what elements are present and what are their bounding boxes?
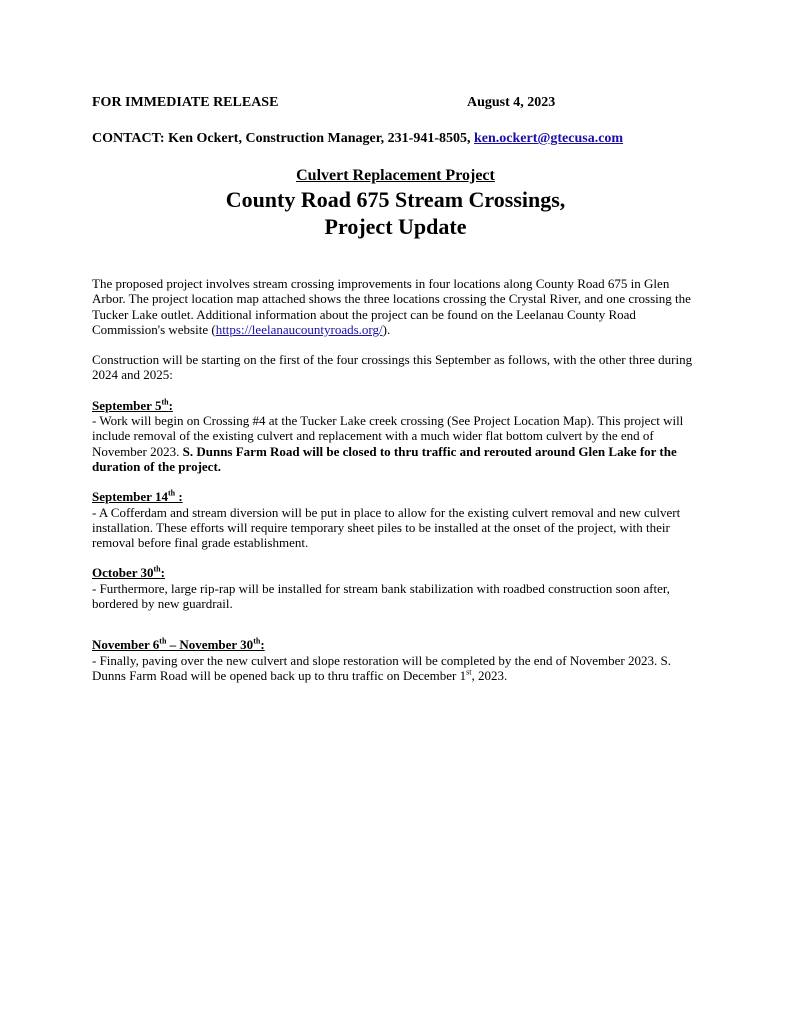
contact-email-link[interactable]: ken.ockert@gtecusa.com: [474, 131, 624, 146]
schedule-intro: Construction will be starting on the first of the four crossings this September as follows, with the other three during 2024 and 2025:: [92, 352, 693, 383]
section-text-sep5: - Work will begin on Crossing #4 at the Tucker Lake creek crossing (See Project Location Map). This project will include removal of the existing culvert and replacement with a much wider flat bottom culvert by the end of November 2023. S. Dunns Farm Road will be closed to thru traffic and rerouted around Glen Lake for the duration of the project.: [92, 413, 684, 474]
contact-line: [92, 130, 712, 148]
section-heading-nov: November 6th – November 30th:: [92, 637, 265, 653]
title-line-1: County Road 675 Stream Crossings,: [225, 187, 566, 212]
contact-label: CONTACT:: [92, 131, 165, 146]
project-subtitle: Culvert Replacement Project: [296, 167, 495, 184]
title-block: [0, 166, 791, 240]
section-heading-oct30: October 30th:: [92, 565, 165, 581]
section-text-nov: - Finally, paving over the new culvert and slope restoration will be completed by the end of November 2023. S. Dunns Farm Road will be opened back up to thru traffic on December 1st, 2023.: [92, 652, 671, 683]
intro-text-end: ).: [382, 321, 391, 337]
website-link[interactable]: https://leelanaucountyroads.org/: [215, 321, 383, 337]
section-heading-sep14: September 14th :: [92, 488, 183, 505]
section-text-oct30: - Furthermore, large rip-rap will be installed for stream bank stabilization with roadbed construction soon after, bordered by new guardrail.: [92, 580, 670, 612]
section-text-sep14: - A Cofferdam and stream diversion will be put in place to allow for the existing culvert removal and new culvert installation. These efforts will require temporary sheet piles to be installed at the onset of the project, with their removal before final grade establishment.: [92, 504, 681, 551]
release-label: FOR IMMEDIATE RELEASE: [92, 95, 279, 110]
title-line-2: Project Update: [324, 214, 467, 239]
intro-paragraph: [92, 276, 702, 337]
release-header: [92, 94, 692, 112]
release-body: [92, 276, 702, 683]
release-date: August 4, 2023: [467, 95, 556, 110]
road-closure-notice: S. Dunns Farm Road will be closed to thru traffic and rerouted around Glen Lake for the duration of the project.: [92, 443, 677, 474]
intro-text: The proposed project involves stream crossing improvements in four locations along County Road 675 in Glen Arbor. The project location map attached shows the three locations crossing the Crystal River, and one crossing the Tucker Lake outlet. Additional information about the project can be found on the Leelanau County Road Commission's website (: [92, 276, 691, 337]
section-heading-sep5: September 5th:: [92, 397, 173, 413]
contact-details: Ken Ockert, Construction Manager, 231-941-8505,: [168, 131, 471, 146]
